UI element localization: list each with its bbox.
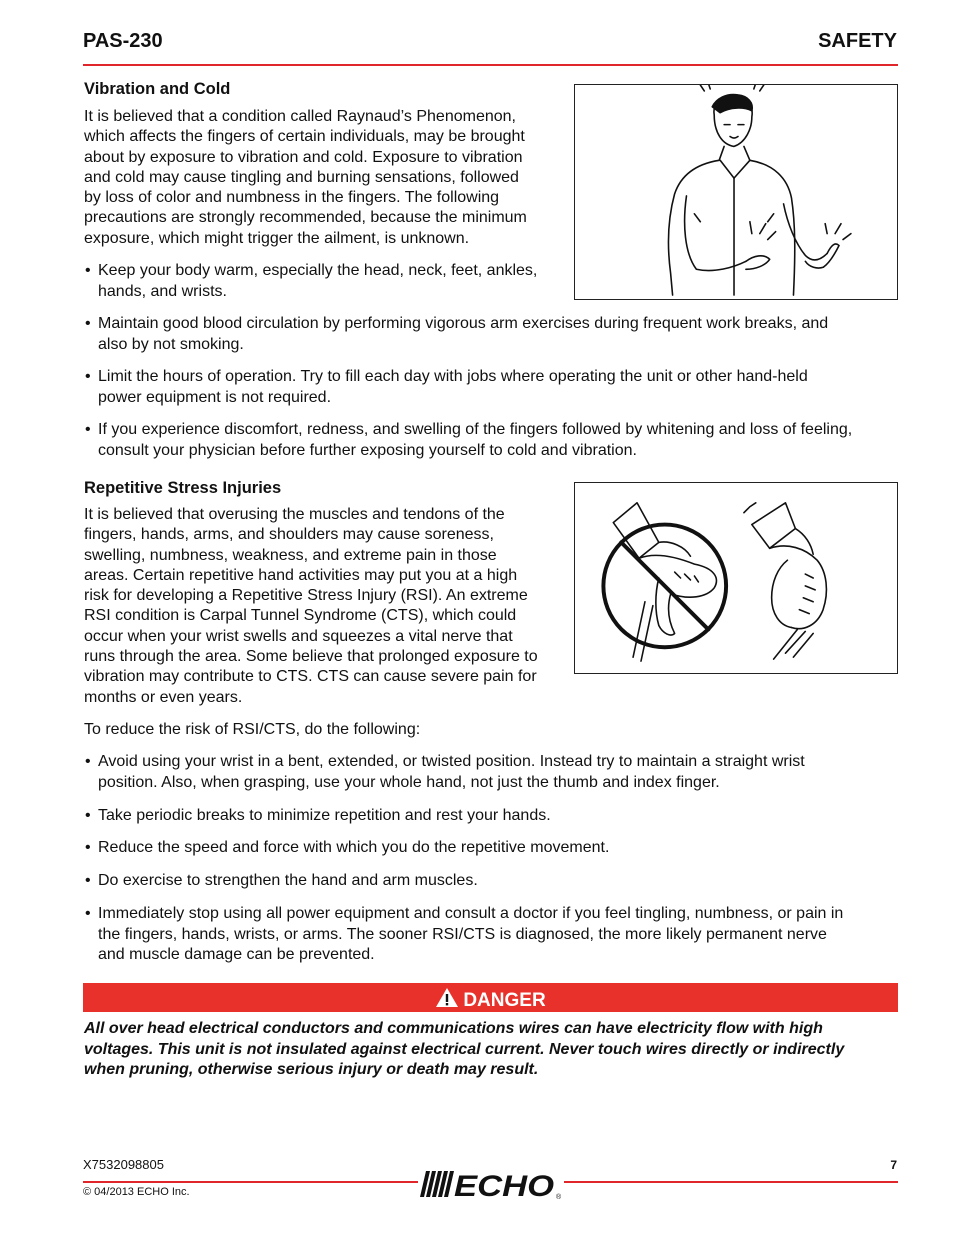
rsi-bullet: • Take periodic breaks to minimize repetition and rest your hands. (84, 806, 899, 827)
vibration-bullet: • If you experience discomfort, redness, and swelling of the fingers followed by whitening and loss of feeling, consult your physician before further exposing yourself to cold and vibration. (84, 420, 899, 461)
rsi-bullet: • Avoid using your wrist in a bent, extended, or twisted position. Instead try to maintain a straight wrist position. Also, when grasping, use your whole hand, not just the thumb and index finger. (84, 752, 899, 793)
section-title: SAFETY (818, 30, 897, 52)
echo-logo (418, 1167, 564, 1201)
rsi-intro: It is believed that overusing the muscles and tendons of the fingers, hands, arms, and shoulders may cause soreness, swelling, numbness, weakness, and extreme pain in those areas. Certain repetitive hand activities may put you at a high risk for developing a Repetitive Stress Injury (RSI). An extreme RSI condition is Carpal Tunnel Syndrome (CTS), which could occur when your wrist swells and squeezes a vital nerve that runs through the area. Some believe that prolonged exposure to vibration may contribute to CTS. CTS can cause severe pain for months or even years. (84, 506, 538, 706)
vibration-bullet: • Limit the hours of operation. Try to fill each day with jobs where operating the unit or other hand-held power equipment is not required. (84, 367, 899, 408)
wrist-position-illustration (574, 482, 898, 674)
raynauds-illustration (574, 84, 898, 300)
footer-rule-right (564, 1181, 898, 1183)
footer-rule-left (83, 1181, 418, 1183)
svg-text:ECHO: ECHO (454, 1170, 554, 1201)
vibration-bullet: • Keep your body warm, especially the head, neck, feet, ankles, hands, and wrists. (84, 261, 574, 302)
warning-triangle-icon (435, 987, 459, 1008)
vibration-intro: It is believed that a condition called Raynaud’s Phenomenon, which affects the fingers of certain individuals, may be brought about by exposure to vibration and cold. Exposure to vibration and cold may cause tingling and burning sensations, followed by loss of color and numbness in the fingers. The following precautions are strongly recommended, because the minimum exposure, which might trigger the ailment, is unknown. (84, 108, 527, 247)
danger-banner (83, 983, 898, 1012)
vibration-bullet: • Maintain good blood circulation by performing vigorous arm exercises during frequent work breaks, and also by not smoking. (84, 314, 899, 355)
rsi-bullet: • Immediately stop using all power equipment and consult a doctor if you feel tingling, numbness, or pain in the fingers, hands, wrists, or arms. The sooner RSI/CTS is diagnosed, the more likely permanent nerve and muscle damage can be prevented. (84, 904, 899, 966)
svg-text:®: ® (556, 1194, 562, 1201)
copyright: © 04/2013 ECHO Inc. (83, 1186, 190, 1198)
danger-label: DANGER (463, 990, 546, 1011)
header-rule (83, 64, 898, 66)
page-number: 7 (890, 1158, 897, 1172)
rsi-lead: To reduce the risk of RSI/CTS, do the following: (84, 721, 421, 738)
rsi-bullet: • Do exercise to strengthen the hand and arm muscles. (84, 871, 899, 892)
rsi-bullet: • Reduce the speed and force with which you do the repetitive movement. (84, 838, 899, 859)
danger-message: All over head electrical conductors and communications wires can have electricity flow with high voltages. This unit is not insulated against electrical current. Never touch wires directly or indirectly when pruning, otherwise serious injury or death may result. (84, 1020, 845, 1078)
part-number: X7532098805 (83, 1157, 164, 1172)
rsi-heading: Repetitive Stress Injuries (84, 479, 282, 497)
manual-model: PAS-230 (83, 30, 163, 52)
vibration-heading: Vibration and Cold (84, 80, 231, 98)
